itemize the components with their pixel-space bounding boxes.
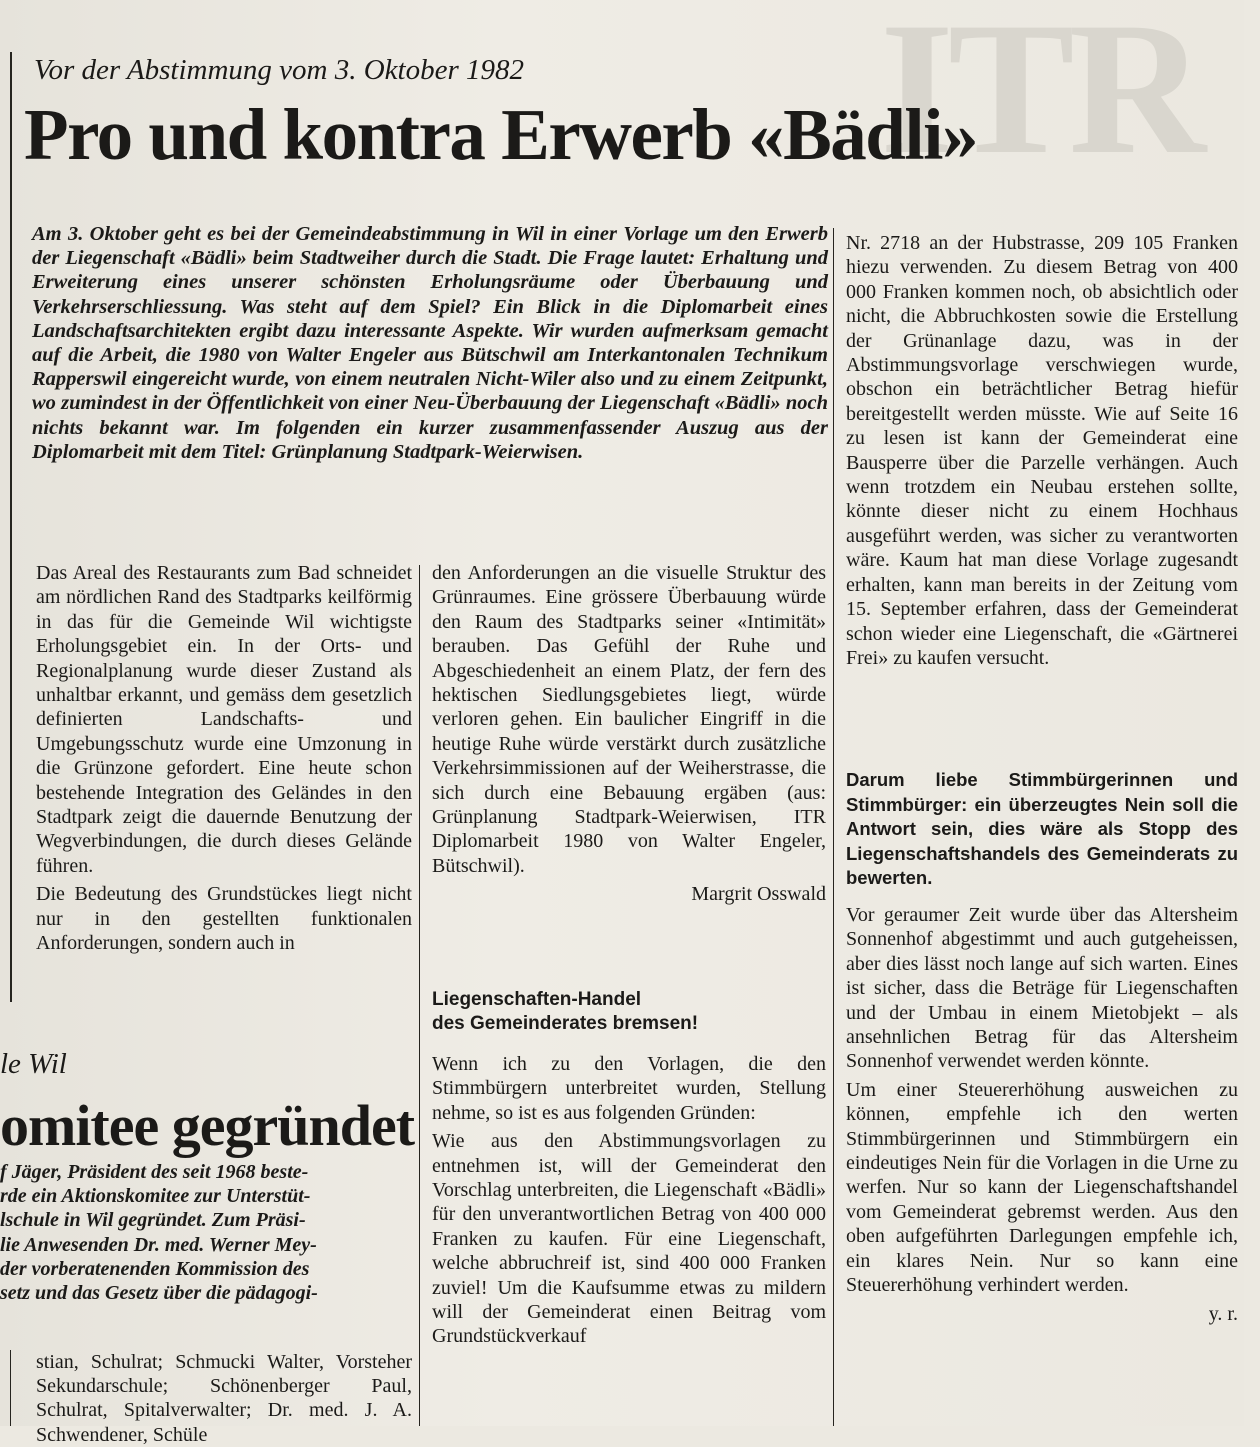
column-2-letter — [432, 1052, 826, 1349]
column-3-bold-appeal: Darum liebe Stimmbürgerinnen und Stimmbürger: ein überzeugtes Nein soll die Antwort sein, dies wäre als Stopp des Liegenschaftshandels des Gemeinderats zu bewerten. — [846, 769, 1238, 888]
second-article-lead-line: f Jäger, Präsident des seit 1968 beste- — [0, 1161, 309, 1183]
second-article-lead-line: lie Anwesenden Dr. med. Werner Mey- — [0, 1233, 317, 1256]
column-3-paragraph-3: Um einer Steuererhöhung ausweichen zu können, empfehle ich den werten Stimmbürgerinnen und Stimmbürgern ein eindeutiges Nein für die Vorlagen in die Urne zu werfen. Nur so kann der Liegenschaftshandel vom Gemeinderat gebremst werden. Aus den oben aufgeführten Darlegungen empfehle ich, ein klares Nein. Nur so kann eine Steuererhöhung verhindert werden. — [846, 1078, 1238, 1297]
column-rule-lower-left — [10, 1350, 11, 1426]
column-1-paragraph-1: Das Areal des Restaurants zum Bad schneidet am nördlichen Rand des Stadtparks keilförmig in das für die Gemeinde Wil wichtigste Erholungsgebiet ein. In der Orts- und Regionalplanung wurde dieser Zustand als unhaltbar erkannt, und gemäss dem gesetzlich definierten Landschafts- und Umgebungsschutz wurde eine Umzonung in die Grünzone gefordert. Eine heute schon bestehende Integration des Geländes in den Stadtpark zeigt die dauernde Benutzung der Wegverbindungen, die durch dieses Gelände führen. — [36, 562, 412, 877]
second-article-lead — [0, 1160, 410, 1305]
column-2-paragraph-1: den Anforderungen an die visuelle Struktur des Grünraumes. Eine grössere Überbauung würde den Raum des Stadtparks seiner «Intimität» berauben. Das Gefühl der Ruhe und Abgeschiedenheit an einem Platz, der fern des hektischen Siedlungsgebietes liegt, würde verloren gehen. Ein baulicher Eingriff in die heutige Ruhe würde verstärkt durch zusätzliche Verkehrsimmissionen auf der Weiherstrasse, die sich durch eine Bebauung ergäben (aus: Grünplanung Stadtpark-Weierwisen, ITR Diplomarbeit 1980 von Walter Engeler, Bütschwil). — [432, 562, 826, 877]
second-article-lead-line: setz und das Gesetz über die pädagogi- — [0, 1282, 318, 1305]
second-article-kicker: le Wil — [0, 1048, 67, 1080]
author-signature: Margrit Osswald — [691, 883, 826, 906]
column-3 — [846, 231, 1238, 670]
letter-subhead-line-1: Liegenschaften-Handel — [432, 989, 642, 1010]
letter-paragraph-2: Wie aus den Abstimmungsvorlagen zu entnehmen ist, will der Gemeinderat den Vorschlag unterbreiten, die Liegenschaft «Bädli» für den unverantwortlichen Betrag von 400 000 Franken zu kaufen. Für eine Liegenschaft, welche abbruchreif ist, sind 400 000 Franken zuviel! Um die Kaufsumme etwas zu mildern will der Gemeinderat einen Beitrag vom Grundstückverkauf — [432, 1130, 826, 1348]
letter-subhead-line-2: des Gemeinderates bremsen! — [432, 1013, 699, 1034]
column-1 — [36, 561, 412, 956]
second-article-body: stian, Schulrat; Schmucki Walter, Vorsteher Sekundarschule; Schönenberger Paul, Schulrat, Spitalverwalter; Dr. med. J. A. Schwendener, Schüle — [36, 1351, 412, 1446]
column-3-paragraph-2: Vor geraumer Zeit wurde über das Altersheim Sonnenhof abgestimmt und auch gutgeheissen, aber dies lässt noch lange auf sich warten. Eines ist sicher, dass die Beträge für Liegenschaften und der Umbau in einem Mietobjekt – als ansehnlichen Betrag für das Altersheim Sonnenhof verwendet werden könnte. — [846, 904, 1238, 1073]
column-2 — [432, 561, 826, 907]
column-rule-right — [833, 228, 834, 1426]
column-3-paragraph-1: Nr. 2718 an der Hubstrasse, 209 105 Franken hiezu verwenden. Zu diesem Betrag von 400 000 Franken kommen noch, ob absichtlich oder nicht, die Abbruchkosten sowie die Erstellung der Grünanlage dazu, was in der Abstimmungsvorlage verschwiegen wurde, obschon ein beträchtlicher Betrag hiefür bereitgestellt werden müsste. Wie auf Seite 16 zu lesen ist kann der Gemeinderat eine Bausperre über die Parzelle verhängen. Auch wenn trotzdem ein Neubau erstehen sollte, könnte dieser nicht zu einem Hochhaus ausgeführt werden, was sicher zu verantworten wäre. Kaum hat man diese Vorlage zugesandt erhalten, kann man bereits in der Zeitung vom 15. September erfahren, dass der Gemeinderat schon wieder eine Liegenschaft, die «Gärtnerei Frei» zu kaufen versucht. — [846, 232, 1238, 669]
article-lead: Am 3. Oktober geht es bei der Gemeindeabstimmung in Wil in einer Vorlage um den Erwerb der Liegenschaft «Bädli» beim Stadtweiher durch die Stadt. Die Frage lautet: Erhaltung und Erweiterung eines unserer schönsten Erholungsräume oder Überbauung und Verkehrserschliessung. Was steht auf dem Spiel? Ein Blick in die Diplomarbeit eines Landschaftsarchitekten ergibt dazu interessante Aspekte. Wir wurden aufmerksam gemacht auf die Arbeit, die 1980 von Walter Engeler aus Bütschwil am Interkantonalen Technikum Rapperswil eingereicht wurde, von einem neutralen Nicht-Wiler also und zu einem Zeitpunkt, wo zumindest in der Öffentlichkeit von einer Neu-Überbauung der Liegenschaft «Bädli» noch nichts bekannt war. Im folgenden ein kurzer zusammenfassender Auszug aus der Diplomarbeit mit dem Titel: Grünplanung Stadtpark-Weierwisen. — [32, 223, 828, 463]
second-article-lead-line: der vorberatenenden Kommission des — [0, 1257, 310, 1280]
letter-initials: y. r. — [1208, 1302, 1238, 1325]
second-article-lead-line: rde ein Aktionskomitee zur Unterstüt- — [0, 1185, 311, 1208]
column-3-continued — [846, 903, 1238, 1326]
second-article-headline: omitee gegründet — [0, 1093, 415, 1158]
bleed-through-text: ITR — [880, 0, 1200, 194]
column-1-paragraph-2: Die Bedeutung des Grundstückes liegt nicht nur in den gestellten funktionalen Anforderungen, sondern auch in — [36, 883, 412, 955]
article-headline: Pro und kontra Erwerb «Bädli» — [24, 94, 977, 175]
letter-subhead — [432, 988, 826, 1036]
second-article-lead-line: lschule in Wil gegründet. Zum Präsi- — [0, 1209, 306, 1232]
letter-paragraph-1: Wenn ich zu den Vorlagen, die den Stimmbürgern unterbreitet wurden, Stellung nehme, so ist es aus folgenden Gründen: — [432, 1053, 826, 1124]
column-rule-left — [10, 52, 12, 1002]
article-kicker: Vor der Abstimmung vom 3. Oktober 1982 — [34, 54, 525, 86]
column-rule-middle — [419, 565, 420, 1426]
